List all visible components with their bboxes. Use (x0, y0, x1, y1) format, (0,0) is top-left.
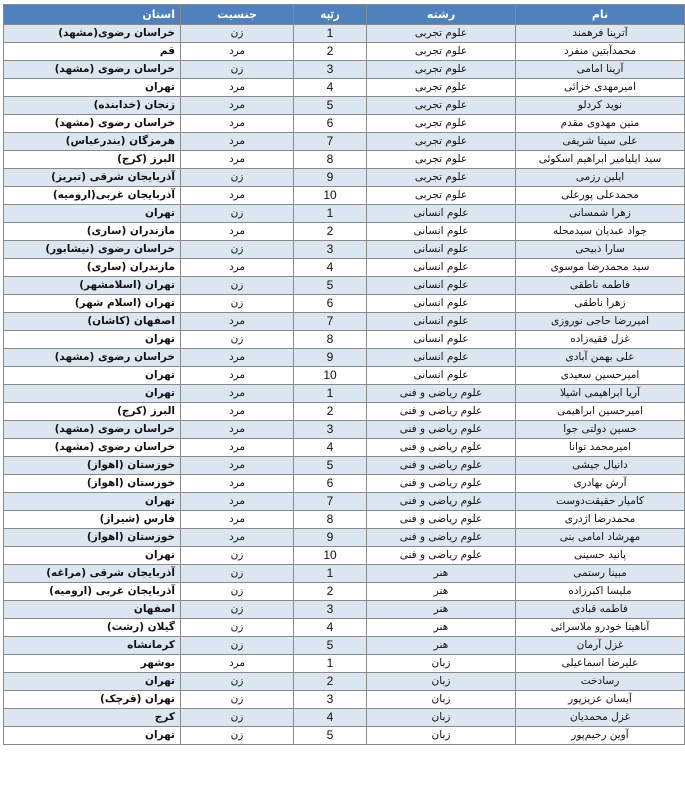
cell-rank: 4 (294, 709, 367, 727)
cell-rank: 2 (294, 43, 367, 61)
cell-province: تهران (قرچک) (4, 691, 181, 709)
cell-name: امیررضا حاجی نوروزی (516, 313, 685, 331)
cell-name: مهرشاد امامی بنی (516, 529, 685, 547)
table-row (4, 277, 685, 295)
cell-gender: زن (181, 673, 294, 691)
table-row (4, 313, 685, 331)
cell-rank: 7 (294, 133, 367, 151)
cell-rank: 2 (294, 583, 367, 601)
cell-major: علوم ریاضی و فنی (367, 475, 516, 493)
cell-rank: 9 (294, 529, 367, 547)
cell-major: علوم تجربی (367, 133, 516, 151)
cell-major: علوم ریاضی و فنی (367, 421, 516, 439)
cell-province: آذربایجان غربی (ارومیه) (4, 583, 181, 601)
cell-gender: مرد (181, 493, 294, 511)
cell-rank: 6 (294, 295, 367, 313)
cell-gender: مرد (181, 655, 294, 673)
table-header (4, 5, 685, 25)
cell-major: علوم تجربی (367, 25, 516, 43)
cell-rank: 4 (294, 439, 367, 457)
cell-rank: 1 (294, 655, 367, 673)
cell-major: هنر (367, 565, 516, 583)
cell-name: سید محمدرضا موسوی (516, 259, 685, 277)
cell-province: تهران (4, 673, 181, 691)
cell-rank: 7 (294, 493, 367, 511)
cell-rank: 10 (294, 367, 367, 385)
cell-name: محمدرضا اژدری (516, 511, 685, 529)
table-row (4, 241, 685, 259)
cell-gender: مرد (181, 349, 294, 367)
cell-major: هنر (367, 601, 516, 619)
cell-name: زهرا شمسانی (516, 205, 685, 223)
cell-rank: 3 (294, 601, 367, 619)
table-row (4, 529, 685, 547)
cell-major: علوم تجربی (367, 115, 516, 133)
cell-major: هنر (367, 583, 516, 601)
cell-gender: مرد (181, 475, 294, 493)
cell-rank: 3 (294, 421, 367, 439)
table-row (4, 61, 685, 79)
cell-major: هنر (367, 619, 516, 637)
cell-rank: 2 (294, 223, 367, 241)
table-row (4, 385, 685, 403)
cell-rank: 5 (294, 277, 367, 295)
cell-major: علوم ریاضی و فنی (367, 403, 516, 421)
cell-province: قم (4, 43, 181, 61)
results-table (3, 4, 685, 745)
cell-gender: زن (181, 547, 294, 565)
cell-province: تهران (4, 367, 181, 385)
table-row (4, 133, 685, 151)
cell-gender: مرد (181, 259, 294, 277)
cell-province: خوزستان (اهواز) (4, 457, 181, 475)
cell-gender: زن (181, 565, 294, 583)
table-row (4, 403, 685, 421)
table-row (4, 511, 685, 529)
cell-name: غزل آرمان (516, 637, 685, 655)
cell-province: کرمانشاه (4, 637, 181, 655)
cell-gender: زن (181, 619, 294, 637)
cell-major: زبان (367, 655, 516, 673)
table-row (4, 115, 685, 133)
cell-gender: مرد (181, 457, 294, 475)
cell-name: غزل فقیه‌زاده (516, 331, 685, 349)
cell-province: تهران (4, 493, 181, 511)
cell-rank: 1 (294, 385, 367, 403)
cell-major: علوم تجربی (367, 43, 516, 61)
cell-province: خوزستان (اهواز) (4, 475, 181, 493)
cell-province: خراسان رضوی (مشهد) (4, 439, 181, 457)
cell-province: البرز (کرج) (4, 151, 181, 169)
cell-gender: زن (181, 637, 294, 655)
cell-province: تهران (4, 385, 181, 403)
cell-rank: 4 (294, 619, 367, 637)
cell-rank: 3 (294, 691, 367, 709)
cell-major: علوم ریاضی و فنی (367, 457, 516, 475)
cell-name: سارا ذبیحی (516, 241, 685, 259)
cell-name: رسادخت (516, 673, 685, 691)
cell-name: علی سینا شریفی (516, 133, 685, 151)
table-row (4, 421, 685, 439)
cell-rank: 8 (294, 511, 367, 529)
cell-gender: زن (181, 169, 294, 187)
cell-major: علوم ریاضی و فنی (367, 547, 516, 565)
cell-rank: 10 (294, 547, 367, 565)
table-row (4, 457, 685, 475)
table-row (4, 223, 685, 241)
cell-rank: 10 (294, 187, 367, 205)
cell-province: آذربایجان شرقی (تبریز) (4, 169, 181, 187)
cell-major: علوم تجربی (367, 97, 516, 115)
cell-province: خراسان رضوی (نیشابور) (4, 241, 181, 259)
cell-province: خراسان رضوی(مشهد) (4, 25, 181, 43)
table-row (4, 619, 685, 637)
table-body (4, 25, 685, 745)
table-row (4, 565, 685, 583)
cell-rank: 9 (294, 349, 367, 367)
cell-province: بوشهر (4, 655, 181, 673)
cell-name: آرش بهادری (516, 475, 685, 493)
cell-major: علوم انسانی (367, 313, 516, 331)
cell-gender: مرد (181, 43, 294, 61)
cell-name: فاطمه قبادی (516, 601, 685, 619)
cell-name: زهرا ناطقی (516, 295, 685, 313)
cell-gender: زن (181, 205, 294, 223)
table-row (4, 691, 685, 709)
cell-rank: 3 (294, 241, 367, 259)
cell-name: فاطمه ناطقی (516, 277, 685, 295)
cell-name: ملیسا اکبرزاده (516, 583, 685, 601)
header-province: استان (4, 5, 181, 25)
cell-gender: مرد (181, 187, 294, 205)
header-rank: رتبه (294, 5, 367, 25)
cell-name: غزل محمدیان (516, 709, 685, 727)
cell-rank: 1 (294, 565, 367, 583)
cell-name: نوید کردلو (516, 97, 685, 115)
cell-gender: زن (181, 61, 294, 79)
cell-major: زبان (367, 727, 516, 745)
cell-rank: 4 (294, 259, 367, 277)
cell-rank: 6 (294, 475, 367, 493)
cell-gender: زن (181, 331, 294, 349)
cell-major: علوم تجربی (367, 187, 516, 205)
table-row (4, 727, 685, 745)
table-row (4, 367, 685, 385)
header-name: نام (516, 5, 685, 25)
header-major: رشته (367, 5, 516, 25)
cell-province: تهران (4, 79, 181, 97)
cell-name: حسین دولتی جوا (516, 421, 685, 439)
cell-province: البرز (کرج) (4, 403, 181, 421)
cell-name: آترینا فرهمند (516, 25, 685, 43)
cell-major: علوم ریاضی و فنی (367, 439, 516, 457)
cell-major: علوم تجربی (367, 169, 516, 187)
header-row (4, 5, 685, 25)
cell-name: مبینا رستمی (516, 565, 685, 583)
cell-major: علوم انسانی (367, 259, 516, 277)
cell-major: علوم تجربی (367, 151, 516, 169)
cell-province: گیلان (رشت) (4, 619, 181, 637)
table-row (4, 259, 685, 277)
cell-gender: مرد (181, 115, 294, 133)
cell-name: آوین رحیم‌پور (516, 727, 685, 745)
cell-name: محمدآبتین منفرد (516, 43, 685, 61)
cell-province: آذربایجان شرقی (مراغه) (4, 565, 181, 583)
cell-rank: 8 (294, 331, 367, 349)
cell-province: خراسان رضوی (مشهد) (4, 349, 181, 367)
table-row (4, 493, 685, 511)
cell-rank: 5 (294, 637, 367, 655)
cell-gender: مرد (181, 511, 294, 529)
cell-gender: زن (181, 295, 294, 313)
cell-gender: زن (181, 601, 294, 619)
cell-name: آریا ابراهیمی اشیلا (516, 385, 685, 403)
table-row (4, 637, 685, 655)
table-row (4, 25, 685, 43)
cell-gender: زن (181, 691, 294, 709)
cell-gender: مرد (181, 529, 294, 547)
cell-name: امیرمهدی خزائی (516, 79, 685, 97)
cell-gender: مرد (181, 223, 294, 241)
cell-major: علوم انسانی (367, 331, 516, 349)
table-row (4, 547, 685, 565)
cell-province: خراسان رضوی (مشهد) (4, 115, 181, 133)
table-row (4, 43, 685, 61)
cell-major: علوم انسانی (367, 349, 516, 367)
cell-rank: 5 (294, 97, 367, 115)
cell-major: علوم انسانی (367, 205, 516, 223)
cell-province: تهران (اسلام شهر) (4, 295, 181, 313)
cell-name: کامیار حقیقت‌دوست (516, 493, 685, 511)
cell-rank: 2 (294, 403, 367, 421)
cell-gender: زن (181, 25, 294, 43)
cell-province: تهران (4, 727, 181, 745)
cell-province: خراسان رضوی (مشهد) (4, 61, 181, 79)
table-row (4, 187, 685, 205)
cell-rank: 8 (294, 151, 367, 169)
cell-major: علوم انسانی (367, 277, 516, 295)
cell-province: آذربایجان غربی(ارومیه) (4, 187, 181, 205)
cell-name: امیرحسین سعیدی (516, 367, 685, 385)
cell-major: علوم تجربی (367, 79, 516, 97)
cell-gender: مرد (181, 385, 294, 403)
cell-gender: مرد (181, 97, 294, 115)
cell-name: متین مهدوی مقدم (516, 115, 685, 133)
cell-name: آرینا امامی (516, 61, 685, 79)
cell-rank: 5 (294, 457, 367, 475)
cell-major: علوم ریاضی و فنی (367, 529, 516, 547)
cell-gender: مرد (181, 367, 294, 385)
cell-gender: مرد (181, 403, 294, 421)
cell-name: ایلین رزمی (516, 169, 685, 187)
cell-major: علوم انسانی (367, 367, 516, 385)
cell-rank: 7 (294, 313, 367, 331)
cell-rank: 3 (294, 61, 367, 79)
cell-province: مازندران (ساری) (4, 223, 181, 241)
cell-major: زبان (367, 673, 516, 691)
cell-name: دانیال جیشی (516, 457, 685, 475)
cell-name: سید ایلیامیر ابراهیم اسکوئی (516, 151, 685, 169)
table-row (4, 583, 685, 601)
header-gender: جنسیت (181, 5, 294, 25)
cell-province: تهران (4, 205, 181, 223)
cell-rank: 9 (294, 169, 367, 187)
cell-name: جواد عبدیان سیدمحله (516, 223, 685, 241)
cell-rank: 5 (294, 727, 367, 745)
cell-rank: 6 (294, 115, 367, 133)
cell-major: علوم ریاضی و فنی (367, 385, 516, 403)
cell-major: زبان (367, 709, 516, 727)
table-row (4, 151, 685, 169)
cell-gender: زن (181, 709, 294, 727)
cell-rank: 4 (294, 79, 367, 97)
cell-rank: 1 (294, 205, 367, 223)
cell-gender: مرد (181, 313, 294, 331)
cell-province: خراسان رضوی (مشهد) (4, 421, 181, 439)
cell-major: زبان (367, 691, 516, 709)
cell-major: علوم انسانی (367, 241, 516, 259)
cell-province: تهران (4, 331, 181, 349)
cell-name: علیرضا اسماعیلی (516, 655, 685, 673)
cell-major: علوم انسانی (367, 295, 516, 313)
cell-rank: 2 (294, 673, 367, 691)
cell-name: آناهیتا خودرو ملاسرائی (516, 619, 685, 637)
cell-major: علوم انسانی (367, 223, 516, 241)
cell-gender: مرد (181, 421, 294, 439)
table-row (4, 439, 685, 457)
cell-gender: زن (181, 727, 294, 745)
table-row (4, 673, 685, 691)
cell-province: تهران (4, 547, 181, 565)
cell-gender: مرد (181, 133, 294, 151)
cell-name: محمدعلی پورعلی (516, 187, 685, 205)
cell-province: خوزستان (اهواز) (4, 529, 181, 547)
cell-gender: زن (181, 277, 294, 295)
table-row (4, 169, 685, 187)
cell-province: اصفهان (کاشان) (4, 313, 181, 331)
cell-name: آیسان عزیزپور (516, 691, 685, 709)
cell-name: امیرمحمد توانا (516, 439, 685, 457)
cell-major: علوم تجربی (367, 61, 516, 79)
table-row (4, 295, 685, 313)
table-row (4, 475, 685, 493)
cell-name: علی بهمن آبادی (516, 349, 685, 367)
cell-province: اصفهان (4, 601, 181, 619)
table-row (4, 97, 685, 115)
cell-province: مازندران (ساری) (4, 259, 181, 277)
table-row (4, 709, 685, 727)
cell-gender: زن (181, 583, 294, 601)
table-row (4, 331, 685, 349)
cell-province: هرمزگان (بندرعباس) (4, 133, 181, 151)
cell-province: کرج (4, 709, 181, 727)
cell-gender: زن (181, 241, 294, 259)
cell-rank: 1 (294, 25, 367, 43)
cell-gender: مرد (181, 151, 294, 169)
table-row (4, 79, 685, 97)
table-row (4, 349, 685, 367)
cell-major: هنر (367, 637, 516, 655)
cell-province: زنجان (خدابنده) (4, 97, 181, 115)
cell-gender: مرد (181, 79, 294, 97)
cell-province: تهران (اسلامشهر) (4, 277, 181, 295)
table-row (4, 655, 685, 673)
cell-major: علوم ریاضی و فنی (367, 511, 516, 529)
cell-gender: مرد (181, 439, 294, 457)
table-row (4, 205, 685, 223)
cell-name: امیرحسین ابراهیمی (516, 403, 685, 421)
cell-major: علوم ریاضی و فنی (367, 493, 516, 511)
cell-name: پانید حسینی (516, 547, 685, 565)
cell-province: فارس (شیراز) (4, 511, 181, 529)
table-row (4, 601, 685, 619)
